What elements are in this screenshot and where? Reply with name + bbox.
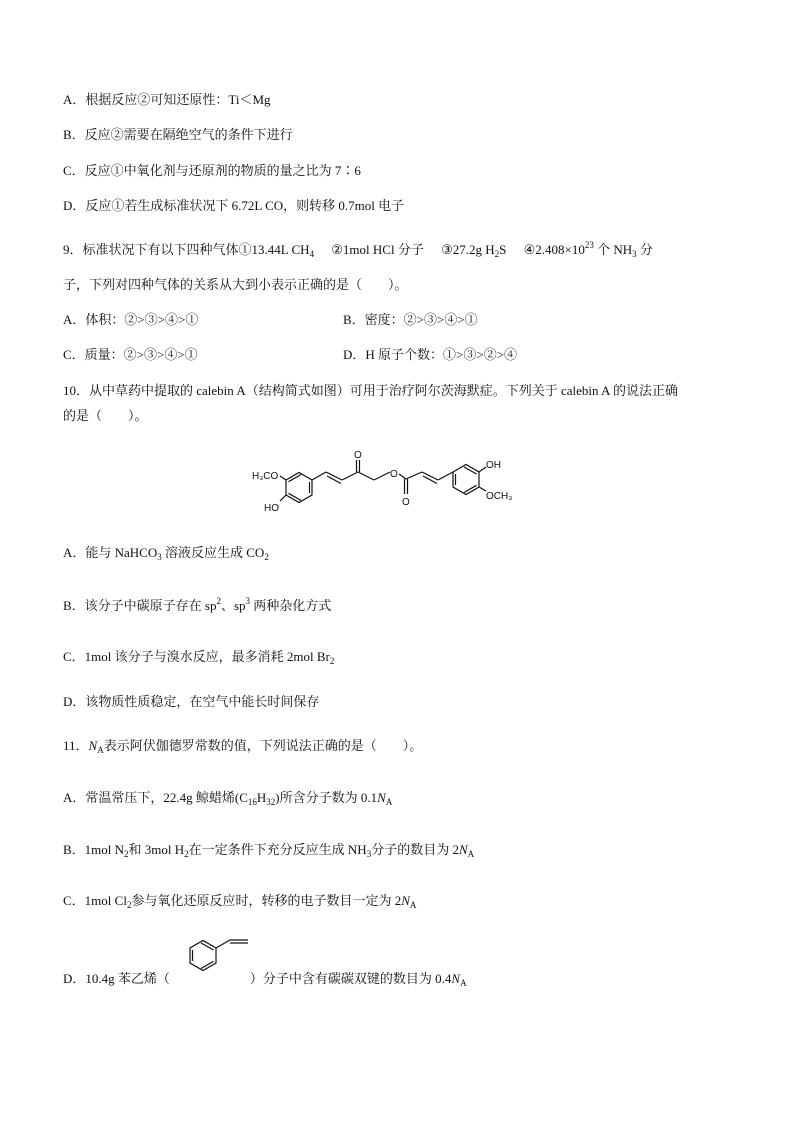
q11-a-na: N <box>377 790 386 805</box>
struct-label-och3-right: OCH₃ <box>486 491 513 502</box>
q11-c-na: N <box>401 893 410 908</box>
q11-na-sub: A <box>97 745 104 755</box>
q11-a-text1: A．常温常压下，22.4g 鲸蜡烯 <box>63 790 235 805</box>
q10-b-text3: 两种杂化方式 <box>250 598 332 613</box>
q8-option-a: A．根据反应②可知还原性：Ti＜Mg <box>63 92 271 107</box>
q11-a-sub2: 32 <box>266 797 276 807</box>
struct-label-o-ketone: O <box>354 450 362 461</box>
q10-b-text2: 、sp <box>220 598 246 613</box>
q10-option-b <box>63 597 331 615</box>
q9-gas4: ④2.408×10 <box>523 242 585 257</box>
q10-c-text: C．1mol 该分子与溴水反应，最多消耗 2mol Br <box>63 649 330 664</box>
q10-stem-line2: 的是（ ）。 <box>63 408 148 423</box>
struct-label-oh-right: OH <box>486 460 501 471</box>
q9-gas3: ③27.2g H <box>441 242 495 257</box>
q11-c-text2: 参与氧化还原反应时，转移的电子数目一定为 2 <box>131 893 402 908</box>
q9-gas1: 9．标准状况下有以下四种气体①13.44L CH <box>63 242 310 257</box>
q9-option-b: B．密度：②>③>④>① <box>343 312 478 327</box>
q9-option-c: C．质量：②>③>④>① <box>63 347 198 362</box>
q11-b-text4: 分子的数目为 2 <box>371 842 459 857</box>
q11-b-na: N <box>458 842 468 857</box>
q10-b-sup2: 3 <box>245 596 251 606</box>
q11-b-text1: B．1mol N <box>63 842 125 857</box>
q11-option-a <box>63 789 392 807</box>
q9-gas4-tail: 分 <box>636 242 653 257</box>
q11-b-text3: 在一定条件下充分反应生成 NH <box>188 842 367 857</box>
q11-c-sub: 2 <box>126 900 132 910</box>
q10-c-sub: 2 <box>329 656 335 666</box>
q10-option-d: D．该物质性质稳定，在空气中能长时间保存 <box>63 694 320 709</box>
q9-option-d: D．H 原子个数：①>③>②>④ <box>343 347 518 362</box>
q10-a-text2: 溶液反应生成 CO <box>161 545 265 560</box>
q11-a-formula-close: ) <box>275 790 280 805</box>
q11-b-sub3: 3 <box>366 849 372 859</box>
q10-a-sub1: 3 <box>157 552 162 562</box>
styrene-structure <box>182 934 262 980</box>
q11-a-sub1: 16 <box>247 797 257 807</box>
q10-a-text1: A．能与 NaHCO <box>63 545 158 560</box>
q10-option-a <box>63 544 269 562</box>
q11-c-text1: C．1mol Cl <box>63 893 127 908</box>
q11-a-formula-h: H <box>256 790 267 805</box>
q11-b-na-sub: A <box>467 849 475 859</box>
q9-gas3-tail: S <box>499 242 507 257</box>
q9-gas4-sub: 3 <box>632 249 637 259</box>
q11-b-sub2: 2 <box>184 849 189 859</box>
q9-gas4-sup: 23 <box>584 240 594 250</box>
q11-d-text2: ）分子中含有碳碳双键的数目为 0.4 <box>249 971 452 986</box>
q10-b-text1: B．该分子中碳原子存在 sp <box>63 598 217 613</box>
struct-label-o-ester: O <box>390 469 398 480</box>
q8-option-b: B．反应②需要在隔绝空气的条件下进行 <box>63 127 293 142</box>
q11-stem-text: 表示阿伏伽德罗常数的值，下列说法正确的是（ ）。 <box>103 738 423 753</box>
q9-gas2: ②1mol HCl 分子 <box>331 242 424 257</box>
q11-b-sub1: 2 <box>124 849 129 859</box>
q8-option-d: D．反应①若生成标准状况下 6.72L CO，则转移 0.7mol 电子 <box>63 198 405 213</box>
q11-number: 11． <box>63 738 89 753</box>
q11-a-formula-open: (C <box>234 790 248 805</box>
q11-d-na: N <box>451 971 461 986</box>
q10-a-sub2: 2 <box>264 552 269 562</box>
q10-stem-line1: 10．从中草药中提取的 calebin A（结构简式如图）可用于治疗阿尔茨海默症。下列关于 calebin A 的说法正确 <box>63 383 678 398</box>
struct-label-h3co: H₃CO <box>252 471 279 482</box>
q8-option-c: C．反应①中氧化剂与还原剂的物质的量之比为 7∶6 <box>63 163 361 178</box>
q9-stem-line1 <box>63 241 653 259</box>
q9-option-a: A．体积：②>③>④>① <box>63 312 199 327</box>
q11-na-symbol: N <box>88 738 98 753</box>
q9-gas3-sub: 2 <box>494 249 500 259</box>
q11-option-d <box>63 970 467 988</box>
q9-stem-line2: 子，下列对四种气体的关系从大到小表示正确的是（ ）。 <box>63 277 408 292</box>
struct-label-oh-left: HO <box>264 503 279 514</box>
q11-stem <box>63 737 422 755</box>
q11-a-na-sub: A <box>385 797 393 807</box>
q11-d-na-sub: A <box>460 978 467 988</box>
struct-label-o-carbonyl: O <box>402 497 410 508</box>
q11-d-text1: D．10.4g 苯乙烯（ <box>63 971 170 986</box>
q9-gas1-sub: 4 <box>309 249 315 259</box>
q11-option-c <box>63 892 416 910</box>
q11-option-b <box>63 841 474 859</box>
q11-c-na-sub: A <box>409 900 417 910</box>
q11-a-text2: 所含分子数为 0.1 <box>279 790 378 805</box>
calebin-a-structure <box>250 438 550 522</box>
q10-b-sup1: 2 <box>216 596 221 606</box>
q11-b-text2: 和 3mol H <box>128 842 185 857</box>
q9-gas4-mid: 个 NH <box>593 242 633 257</box>
q10-option-c <box>63 648 334 666</box>
